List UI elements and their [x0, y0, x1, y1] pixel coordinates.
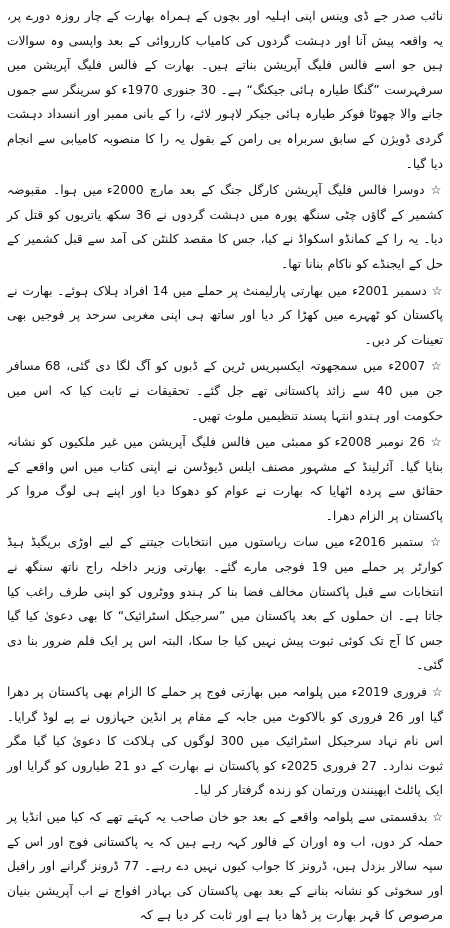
- article-paragraph-mumbai-2008: ☆ 26 نومبر 2008ء کو ممبئی میں فالس فلیگ آپریشن میں غیر ملکیوں کو نشانہ بنایا گیا۔ آئرلینڈ کے مشہور مصنف ایلس ڈیوڈسن نے اپنی کتاب میں اس واقعے کے حقائق سے پردہ اٹھایا کہ بھارت نے عوام کو دھوکا دیا اور اپنے ہی لوگ مروا کر پاکستان پر الزام دھرا۔: [7, 435, 443, 523]
- article-paragraph-intro: نائب صدر جے ڈی وینس اپنی اہلیہ اور بچوں کے ہمراہ بھارت کے چار روزہ دورے پر، یہ واقعہ پیش آنا اور دہشت گردوں کی کامیاب کارروائی کے بعد واپسی وہ سوالات ہیں جو اسے فالس فلیگ آپریشن بناتے ہیں۔ بھارت کے فالس فلیگ آپریشن میں سرفہرست ”گنگا طیارہ ہائی جیکنگ“ ہے۔ 30 جنوری 1970ء کو سرینگر سے جموں جانے والا چھوٹا فوکر طیارہ ہائی جیکر لاہور لائے، را کے بانی ممبر اور انسداد دہشت گردی ڈویژن کے سابق سربراہ بی رامن کے بقول یہ را کا منصوبہ کامیابی سے انجام دیا گیا۔: [7, 9, 443, 171]
- article-paragraph-uri-2016: ☆ ستمبر 2016ء میں سات ریاستوں میں انتخابات جیتنے کے لیے اوڑی بریگیڈ ہیڈ کوارٹر پر حملے میں 19 فوجی مارے گئے۔ بھارتی وزیر داخلہ راج ناتھ سنگھ نے انتخابات سے قبل پاکستان مخالف فضا بنا کر ہندو ووٹروں کو اپنی طرف راغب کیا جاتا ہے۔ ان حملوں کے بعد پاکستان میں ”سرجیکل اسٹرائیک“ کا بھی دعویٰ کیا گیا جس کا آج تک کوئی ثبوت پیش نہیں کیا جا سکا، البتہ اس پر ایک فلم ضرور بنا دی گئی۔: [7, 535, 443, 673]
- article-paragraph-closing: ☆ بدقسمتی سے پلوامہ واقعے کے بعد جو خان صاحب یہ کہتے تھے کہ کیا میں انڈیا پر حملہ کر دوں، اب وہ اوران کے فالور کہہ رہے ہیں کہ یہ پاکستانی فوج اور اس کے سپہ سالار بزدل ہیں، ڈرونز کا جواب کیوں نہیں دے رہے۔ 77 ڈرونز گرانے اور رافیل اور سخوئی کو نشانہ بنانے کے بعد بھی پاکستان کی بہادر افواج نے اب آپریشن بنیان مرصوص کا قہر بھارت پر ڈھا دیا ہے اور ثابت کر دیا ہے کہ: [7, 810, 444, 923]
- article-paragraph-chatti-singhpura: ☆ دوسرا فالس فلیگ آپریشن کارگل جنگ کے بعد مارچ 2000ء میں ہوا۔ مقبوضہ کشمیر کے گاؤں چٹی سنگھ پورہ میں دہشت گردوں نے 36 سکھ یاتریوں کو قتل کر دیا۔ یہ را کے کمانڈو اسکواڈ نے کیا، جس کا مقصد کلنٹن کی آمد سے قبل کشمیر کے حل کے ایجنڈے کو ناکام بنانا تھا۔: [7, 183, 444, 271]
- article-paragraph-samjhauta-express: ☆ 2007ء میں سمجھوتہ ایکسپریس ٹرین کے ڈبوں کو آگ لگا دی گئی، 68 مسافر جن میں 40 سے زائد پاکستانی تھے جل گئے۔ تحقیقات نے ثابت کیا کہ اس میں حکومت اور ہندو انتہا پسند تنظیمیں ملوث تھیں۔: [7, 359, 444, 423]
- article-paragraph-pulwama-2019: ☆ فروری 2019ء میں پلوامہ میں بھارتی فوج پر حملے کا الزام بھی پاکستان پر دھرا گیا اور 26 فروری کو بالاکوٹ میں جابہ کے مقام پر انڈین جہازوں نے پے لوڈ گرایا۔ اس نام نہاد سرجیکل اسٹرائیک میں 300 لوگوں کی ہلاکت کا دعویٰ کیا گیا مگر ثبوت ندارد۔ 27 فروری 2025ء کو پاکستان نے بھارت کے دو 21 طیاروں کو گرایا اور ایک پائلٹ ابھینندن ورتمان کو زندہ گرفتار کر لیا۔: [7, 685, 444, 798]
- article-paragraph-parliament-attack: ☆ دسمبر 2001ء میں بھارتی پارلیمنٹ پر حملے میں 14 افراد ہلاک ہوئے۔ بھارت نے پاکستان کو ٹھہرے میں کھڑا کر دیا اور ساتھ ہی اپنی مغربی سرحد پر فوجیں بھی تعینات کر دیں۔: [7, 283, 444, 347]
